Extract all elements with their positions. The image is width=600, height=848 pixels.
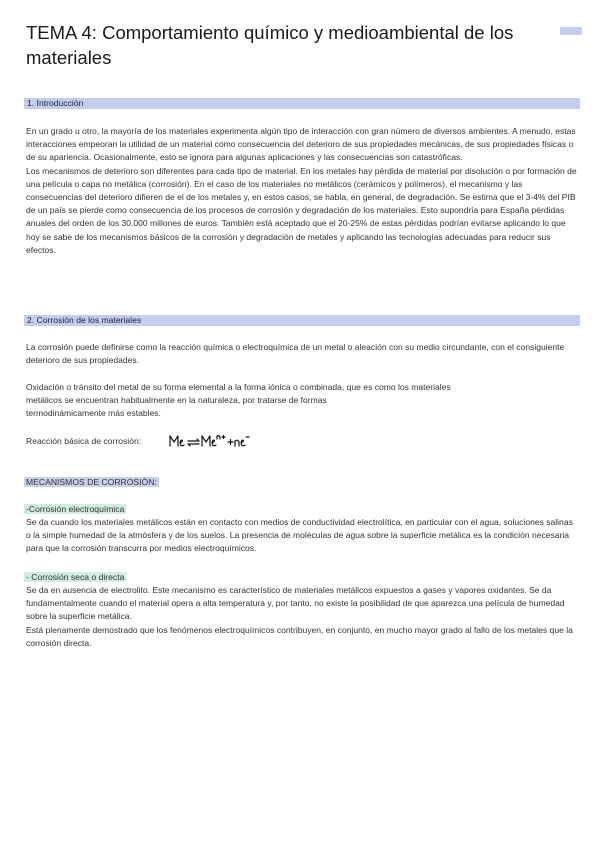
page-title: TEMA 4: Comportamiento químico y medioambiental de los materiales	[26, 22, 514, 68]
oxidation-paragraph	[26, 381, 578, 421]
mechanisms-heading-text: MECANISMOS DE CORROSIÓN:	[26, 477, 157, 487]
mechanisms-heading	[24, 476, 159, 488]
oxidation-line-3: termodinámicamente más estables.	[26, 408, 161, 419]
electrochemical-paragraph: Se da cuando los materiales metálicos están en contacto con medios de conductividad electrolítica, en particular con el agua, soluciones salinas o la simple humedad de la atmósfera y de los suelos. La presencia de moléculas de agua sobre la superficie metálica es la condición necesaria para que la corrosión transcurra por medios electroquímicos.	[26, 517, 573, 554]
section-heading-corrosion: 2. Corrosión de los materiales	[24, 315, 580, 326]
section-heading-introduccion: 1. Introducción	[24, 98, 580, 109]
reaction-label: Reacción básica de corrosión:	[26, 436, 142, 446]
oxidation-line-2: metálicos se encuentran habitualmente en la naturaleza, por tratarse de formas	[26, 395, 327, 406]
corrosion-definition	[26, 341, 578, 367]
electrochemical-text	[26, 516, 578, 556]
electrochemical-heading	[24, 503, 126, 515]
intro-paragraph-2: Los mecanismos de deterioro son diferentes para cada tipo de material. En los metales hay pérdida de material por disolución o por formación de una película o capa no metálica (corrosión). En el caso de los materiales no metálicos (cerámicos y polímeros), el mecanismo y las consecuencias del deterioro difieren de el de los metales y, en estos casos, se habla, en general, de degradación. Se estima que el 3-4% del PIB de un país se pierde como consecuencia de los procesos de corrosión y degradación de los materiales. Esto supondría para España pérdidas anuales del orden de los 30.000 millones de euros. También está aceptado que el 20-25% de estas pérdidas podrían evitarse aplicando lo que hoy se sabe de los mecanismos básicos de la corrosión y degradación de metales y aplicando las tecnologías adecuadas para reducir sus efectos.	[26, 165, 577, 255]
intro-paragraphs	[26, 125, 578, 257]
electrochemical-heading-text: -Corrosión electroquímica	[26, 504, 125, 514]
title-highlight-mark	[560, 27, 582, 35]
dry-corrosion-heading	[24, 571, 126, 583]
handwritten-reaction-formula	[168, 433, 250, 449]
dry-corrosion-text	[26, 584, 578, 650]
dry-corrosion-paragraph-1: Se da en ausencia de electrolito. Este mecanismo es característico de materiales metálicos expuestos a gases y vapores oxidantes. Se da fundamentalmente cuando el material opera a alta temperatura y, por tanto, no existe la posibilidad de que aparezca una película de humedad sobre la superficie metálica.	[26, 585, 565, 622]
dry-corrosion-paragraph-2: Está plenamente demostrado que los fenómenos electroquímicos contribuyen, en conjunto, en mucho mayor grado al fallo de los metales que la corrosión directa.	[26, 624, 573, 648]
dry-corrosion-heading-text: - Corrosión seca o directa	[26, 572, 125, 582]
intro-paragraph-1: En un grado u otro, la mayoría de los materiales experimenta algún tipo de interacción con gran número de diversos ambientes. A menudo, estas interacciones empeoran la utilidad de un material como consecuencia del deterioro de sus propiedades mecánicas, de sus propiedades físicas o de su apariencia. Ocasionalmente, esto se ignora para algunas aplicaciones y las consecuencias son catastróficas.	[26, 126, 576, 163]
oxidation-line-1: Oxidación o tránsito del metal de su forma elemental a la forma iónica o combinada, que es como los materiales	[26, 382, 451, 392]
corrosion-definition-text: La corrosión puede definirse como la reacción química o electroquímica de un metal o aleación con su medio circundante, con el consiguiente deterioro de sus propiedades.	[26, 342, 565, 366]
